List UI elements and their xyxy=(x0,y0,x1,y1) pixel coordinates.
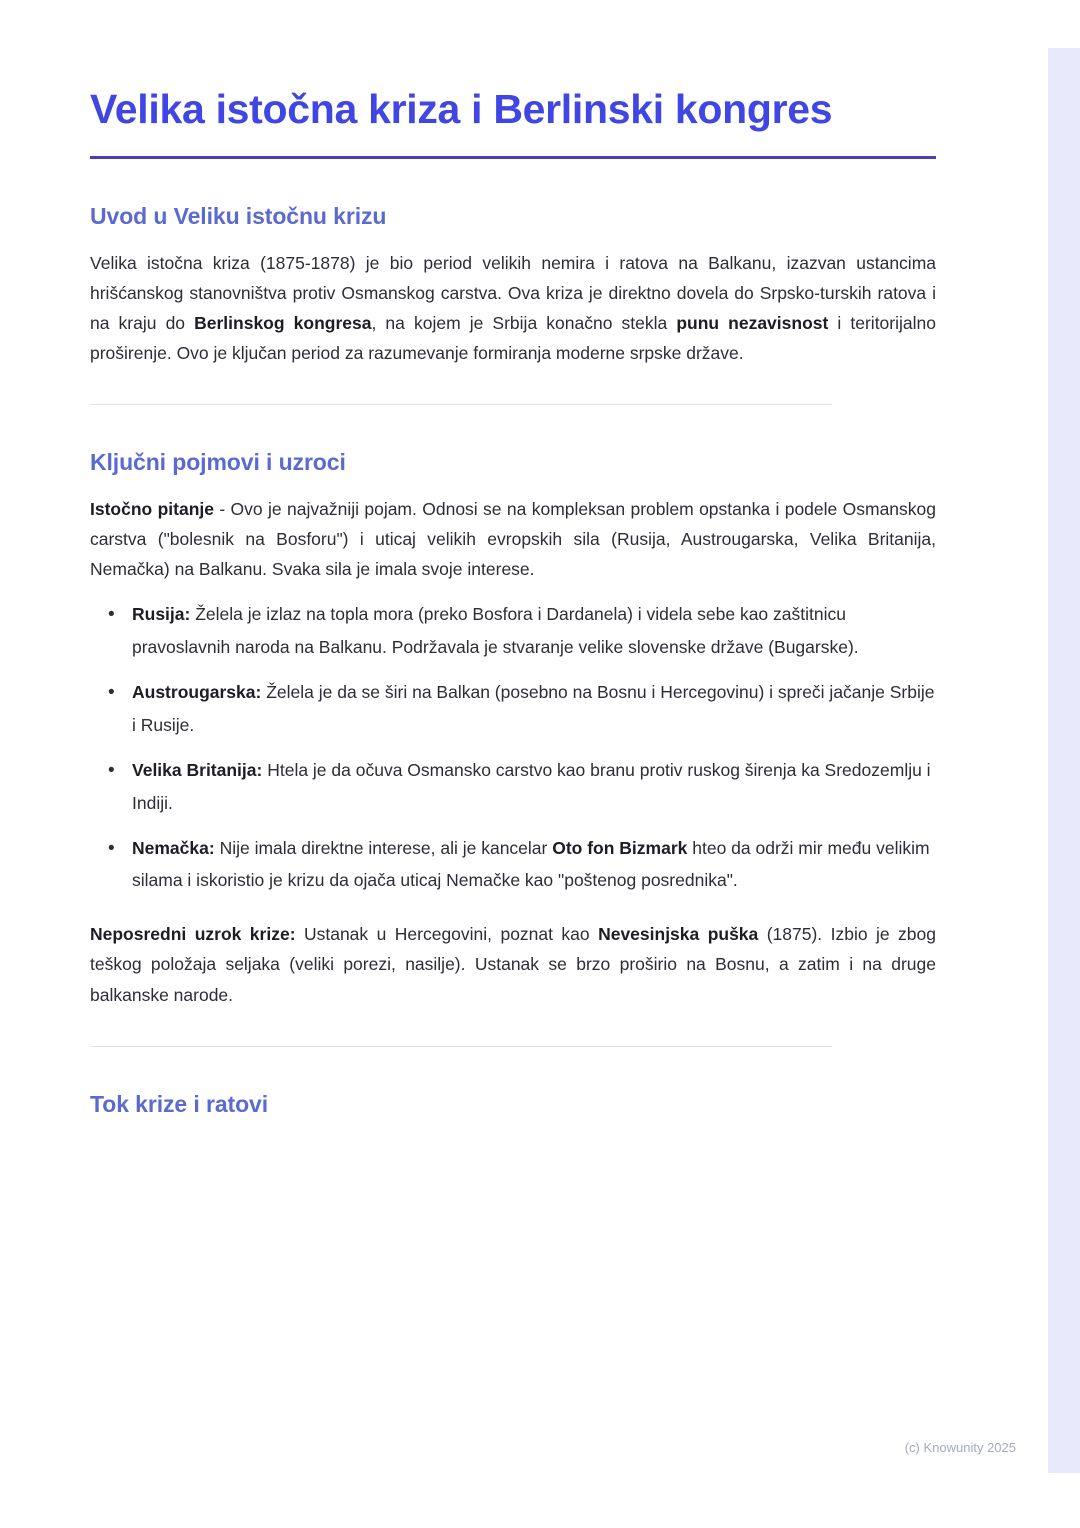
section-divider-2 xyxy=(90,1046,832,1047)
title-divider xyxy=(90,156,936,159)
section-heading-pojmovi: Ključni pojmovi i uzroci xyxy=(90,448,346,475)
section-paragraph-uvod: Velika istočna kriza (1875-1878) je bio period velikih nemira i ratova na Balkanu, izazvan ustancima hrišćanskog stanovništva protiv Osmanskog carstva. Ova kriza je direktno dovela do Srpsko-turskih ratova i na kraju do Berlinskog kongresa, na kojem je Srbija konačno stekla punu nezavisnost i teritorijalno proširenje. Ovo je ključan period za razumevanje formiranja moderne srpske države. xyxy=(90,252,936,363)
footer-credit: (c) Knowunity 2025 xyxy=(904,1440,1016,1455)
powers-list xyxy=(90,598,936,897)
document-content xyxy=(90,86,936,1136)
list-item: • Austrougarska: Želela je da se širi na Balkan (posebno na Bosnu i Hercegovinu) i spreči jačanje Srbije i Rusije. xyxy=(118,676,936,742)
section-divider-1 xyxy=(90,404,832,405)
list-item: • Rusija: Želela je izlaz na topla mora (preko Bosfora i Dardanela) i videla sebe kao zaštitnicu pravoslavnih naroda na Balkanu. Podržavala je stvaranje velike slovenske države (Bugarske). xyxy=(118,598,936,664)
list-item: • Nemačka: Nije imala direktne interese, ali je kancelar Oto fon Bizmark hteo da održi mir među velikim silama i iskoristio je krizu da ojača uticaj Nemačke kao "poštenog posrednika". xyxy=(118,832,936,898)
section-paragraph-pojmovi: Istočno pitanje - Ovo je najvažniji pojam. Odnosi se na kompleksan problem opstanka i podele Osmanskog carstva ("bolesnik na Bosforu") i uticaj velikih evropskih sila (Rusija, Austrougarska, Velika Britanija, Nemačka) na Balkanu. Svaka sila je imala svoje interese. xyxy=(90,498,936,580)
section-paragraph-uzrok: Neposredni uzrok krize: Ustanak u Hercegovini, poznat kao Nevesinjska puška (1875). Izbio je zbog teškog položaja seljaka (veliki porezi, nasilje). Ustanak se brzo proširio na Bosnu, a zatim i na druge balkanske narode. xyxy=(90,924,936,1005)
section-heading-tok-krize: Tok krize i ratovi xyxy=(90,1090,268,1117)
page-title: Velika istočna kriza i Berlinski kongres xyxy=(90,86,833,132)
decorative-side-band xyxy=(1048,48,1080,1473)
list-item: • Velika Britanija: Htela je da očuva Osmansko carstvo kao branu protiv ruskog širenja ka Sredozemlju i Indiji. xyxy=(118,754,936,820)
section-heading-uvod: Uvod u Veliku istočnu krizu xyxy=(90,202,387,229)
